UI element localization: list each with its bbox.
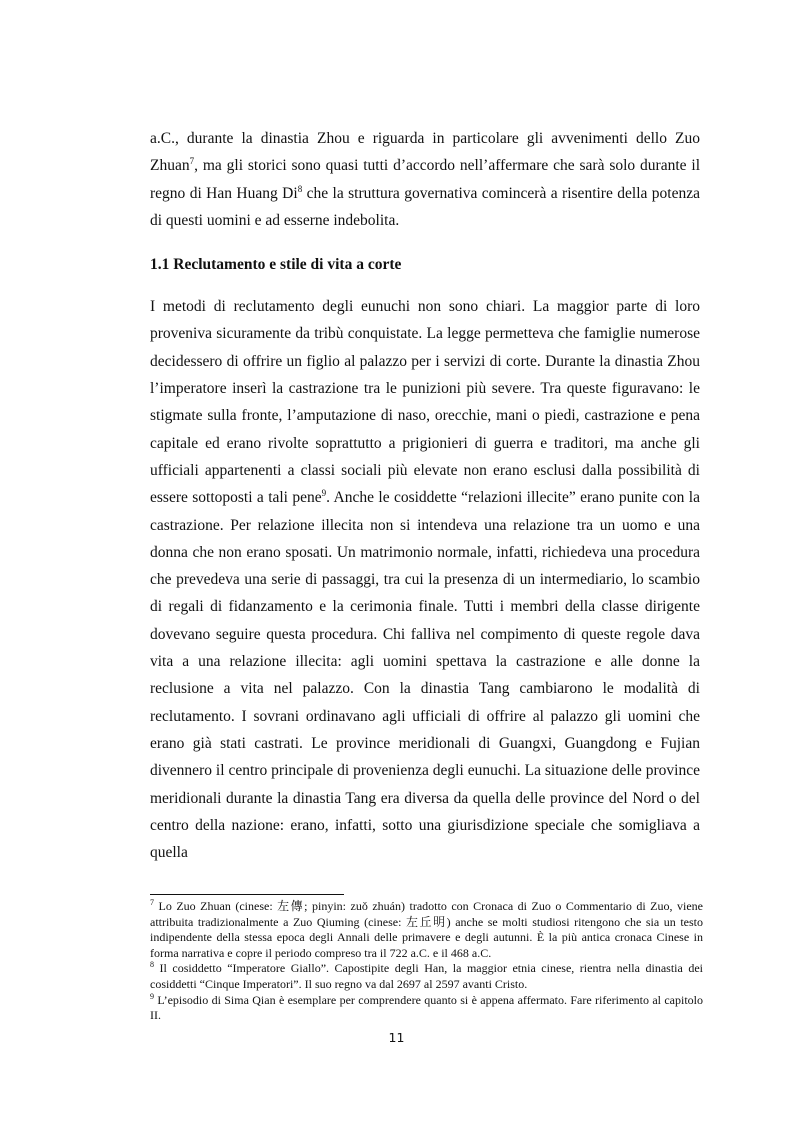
footnote-number: 7 (150, 898, 154, 907)
footnotes (150, 899, 703, 1024)
text-run: a.C., durante la dinastia Zhou e riguarda in particolare gli avvenimenti dello Zuo Zhuan (150, 130, 700, 175)
footnote-number: 9 (150, 991, 154, 1001)
text-run: . Anche le cosiddette “relazioni illecite” erano punite con la castrazione. Per relazione illecita non si intendeva una relazione tra un uomo e una donna che non erano sposati. Un matrimonio normale, infatti, richiedeva una procedura che prevedeva una serie di passaggi, tra cui la presenza di un intermediario, lo scambio di regali di fidanzamento e la cerimonia finale. Tutti i membri della classe dirigente dovevano seguire questa procedura. Chi falliva nel compimento di queste regole dava vita a una relazione illecita: agli uomini spettava la castrazione e alle donne la reclusione a vita nel palazzo. Con la dinastia Tang cambiarono le modalità di reclutamento. I sovrani ordinavano agli ufficiali di offrire al palazzo gli uomini che erano già stati castrati. Le province meridionali di Guangxi, Guangdong e Fujian divennero il centro principale di provenienza degli eunuchi. La situazione delle province meridionali durante la dinastia Tang era diversa da quella delle province del Nord o del centro della nazione: erano, infatti, sotto una giurisdizione speciale che somigliava a quella (150, 489, 700, 862)
footnote-text: Il cosiddetto “Imperatore Giallo”. Capostipite degli Han, la maggior etnia cinese, rientra nella dinastia dei cosiddetti “Cinque Imperatori”. Il suo regno va dal 2697 al 2597 avanti Cristo. (150, 961, 703, 991)
footnote-9 (150, 993, 703, 1024)
paragraph-recruitment (150, 293, 700, 866)
text-run: , ma gli storici sono quasi tutti d’accordo nell’affermare che sarà solo durante il regno di Han Huang Di (150, 157, 700, 202)
paragraph-continuation (150, 125, 700, 234)
footnote-7 (150, 899, 703, 961)
page-number: 11 (388, 1030, 405, 1045)
footnote-ref-7[interactable]: 7 (189, 156, 195, 167)
text-run: I metodi di reclutamento degli eunuchi non sono chiari. La maggior parte di loro proveniva sicuramente da tribù conquistate. La legge permetteva che famiglie numerose decidessero di offrire un figlio al palazzo per i servizi di corte. Durante la dinastia Zhou l’imperatore inserì la castrazione tra le punizioni più severe. Tra queste figuravano: le stigmate sulla fronte, l’amputazione di naso, orecchie, mani o piedi, castrazione e pena capitale ed erano rivolte soprattutto a prigionieri di guerra e traditori, ma anche gli ufficiali appartenenti a classi sociali più elevate non erano esclusi dalla possibilità di essere sottoposti a tali pene (150, 298, 700, 507)
text-run: che la struttura governativa comincerà a risentire della potenza di questi uomini e ad esserne indebolita. (150, 184, 700, 229)
footnote-ref-8[interactable]: 8 (297, 183, 303, 194)
footnote-text: Lo Zuo Zhuan (cinese: 左傳; pinyin: zuǒ zhuán) tradotto con Cronaca di Zuo o Commentario di Zuo, viene attribuita tradizionalmente a Zuo Qiuming (cinese: 左丘明) anche se molti studiosi ritengono che sia un testo indipendente della stessa epoca degli Annali delle primavere e degli autunni. È la più antica cronaca Cinese in forma narrativa e copre il periodo compreso tra il 722 a.C. e il 468 a.C. (150, 899, 703, 960)
footnote-text: L’episodio di Sima Qian è esemplare per comprendere quanto si è appena affermato. Fare riferimento al capitolo II. (150, 992, 703, 1023)
footnote-8 (150, 961, 703, 992)
footnote-ref-9[interactable]: 9 (321, 488, 327, 499)
body-text (150, 125, 700, 866)
section-heading: 1.1 Reclutamento e stile di vita a corte (150, 256, 402, 274)
footnote-number: 8 (150, 960, 154, 970)
footnote-separator (150, 894, 344, 895)
